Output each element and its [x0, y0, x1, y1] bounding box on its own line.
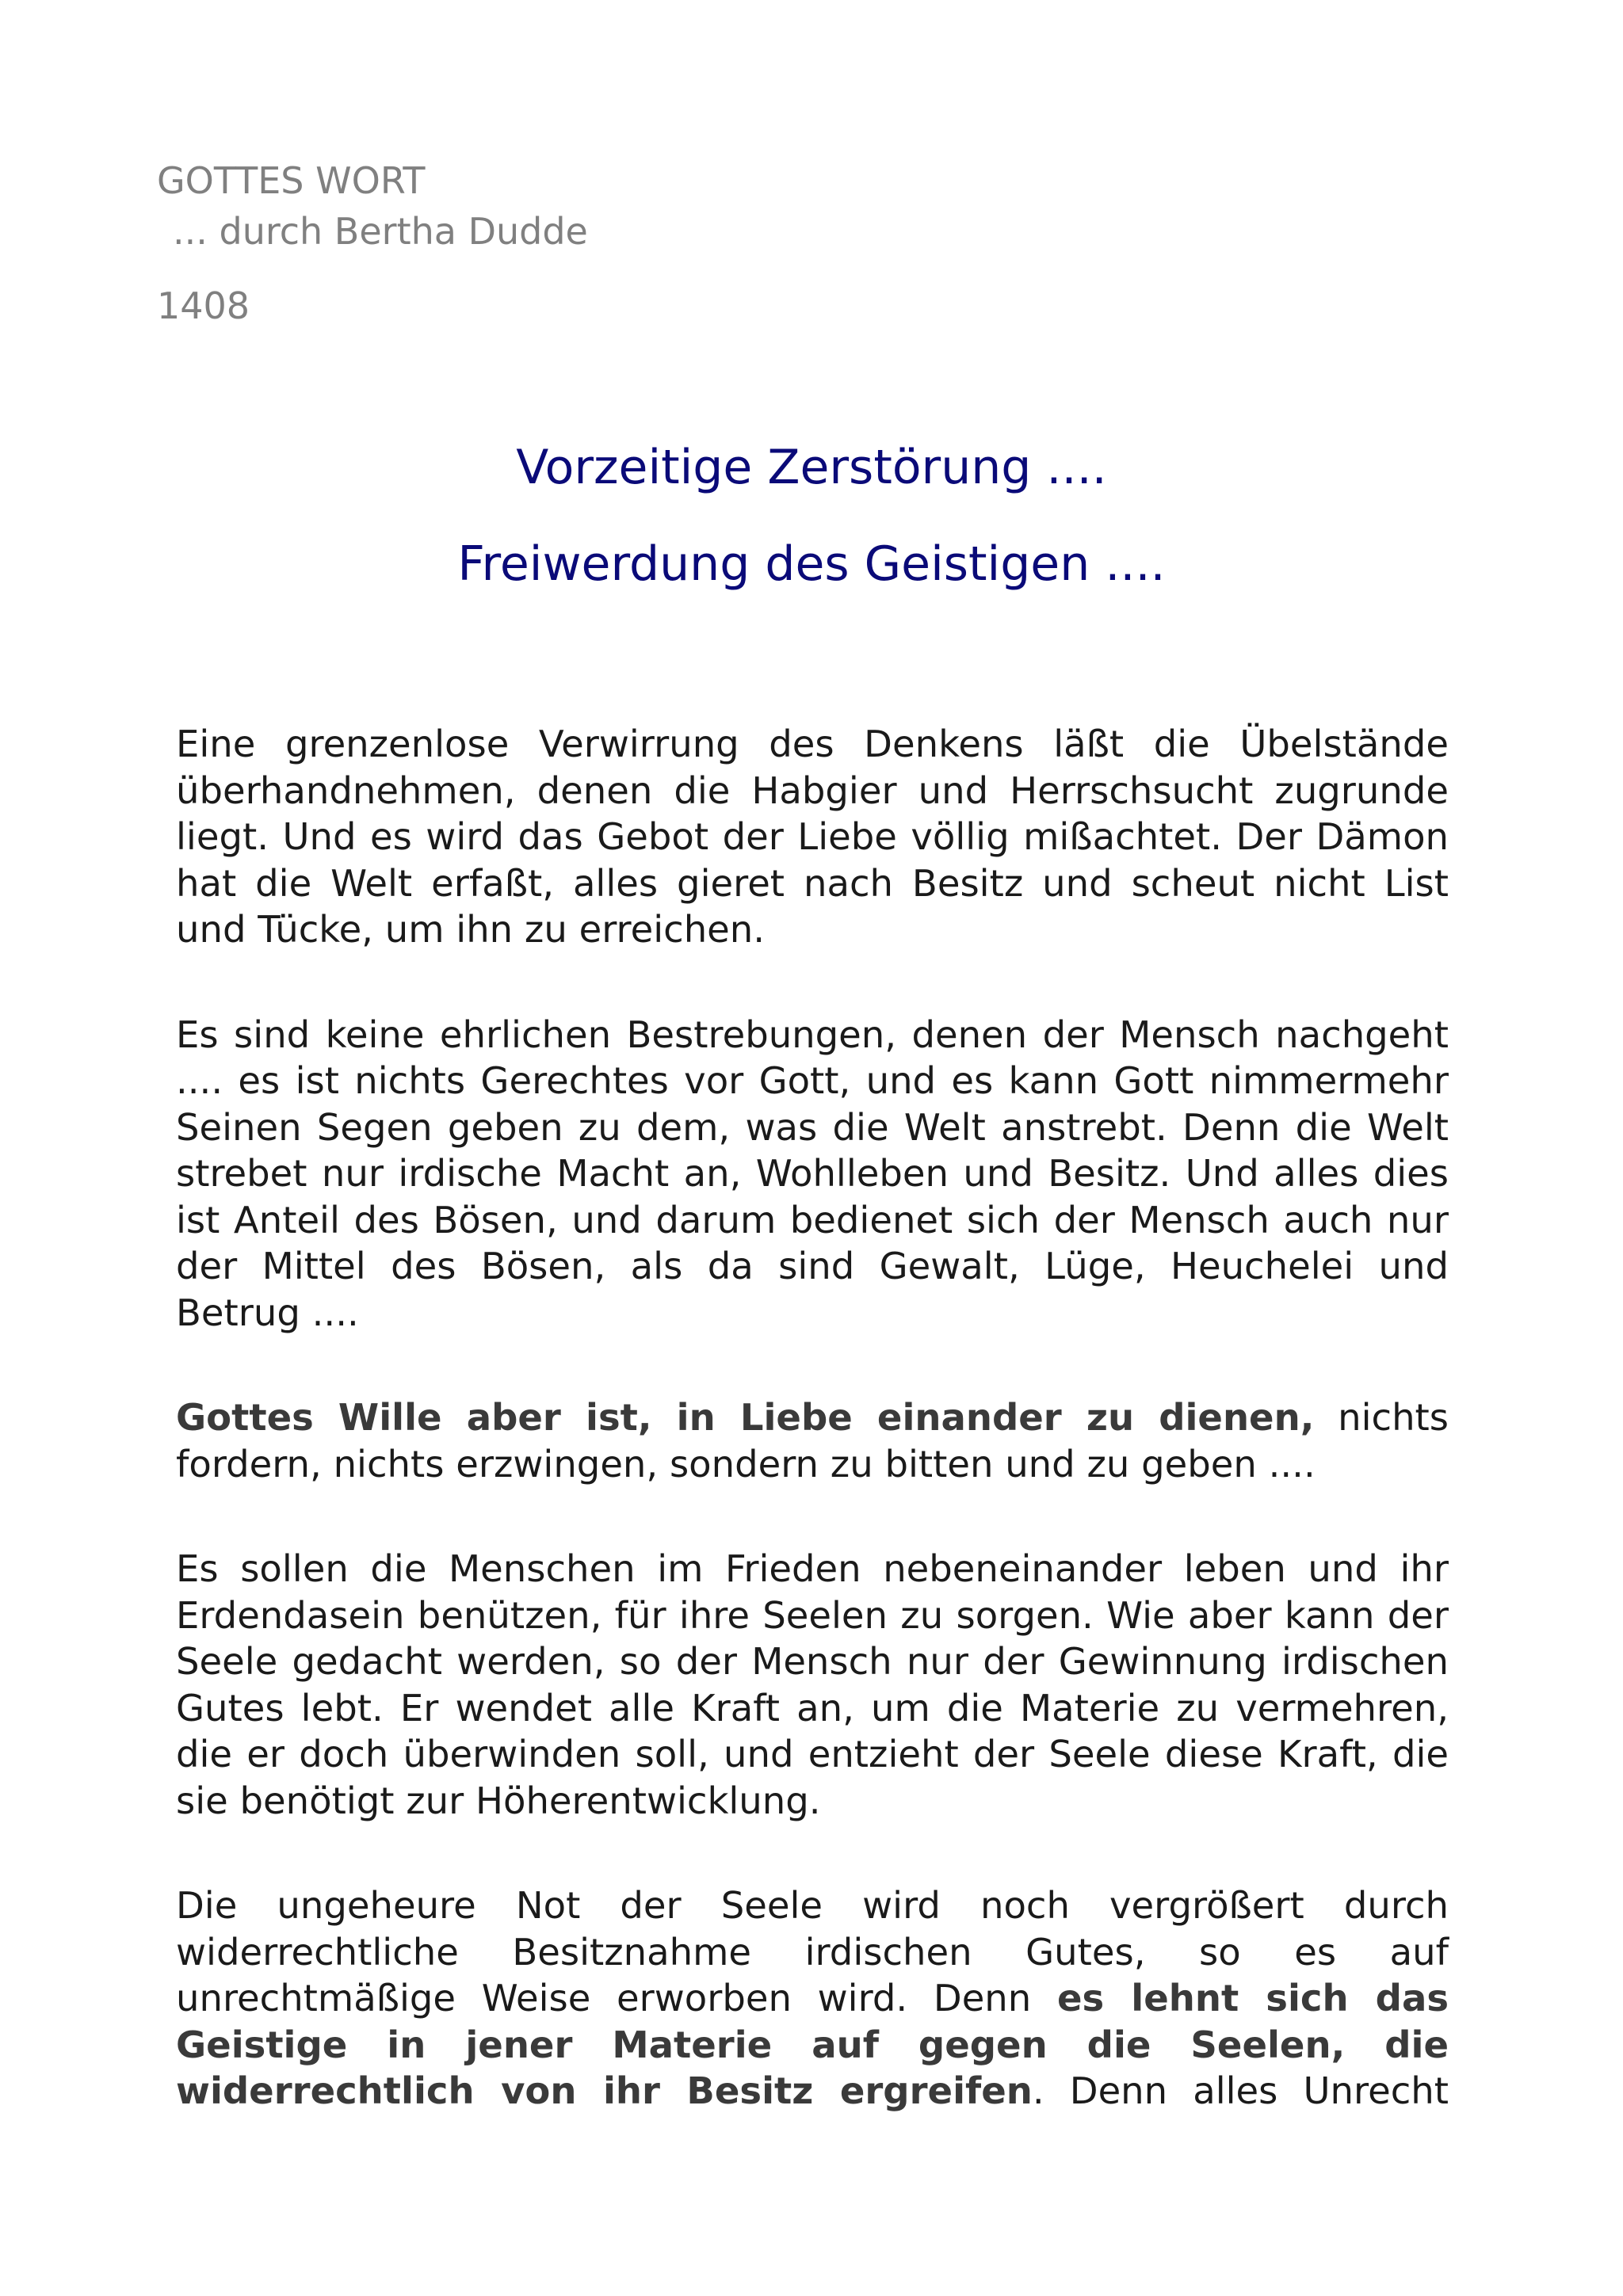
- message-body: [176, 721, 1449, 2173]
- paragraph-5-start: Die ungeheure Not der Seele wird noch vergrößert durch widerrechtliche Besitznahme irdischen Gutes, so es auf unrechtmäßige Weise erworben wird. Denn: [176, 1884, 1449, 2019]
- source-label: GOTTES WORT: [157, 159, 426, 202]
- paragraph-5: [176, 1882, 1449, 2115]
- paragraph-3-bold: Gottes Wille aber ist, in Liebe einander zu dienen,: [176, 1396, 1315, 1439]
- title-line-2: Freiwerdung des Geistigen ....: [457, 536, 1166, 592]
- paragraph-4: Es sollen die Menschen im Frieden nebeneinander leben und ihr Erdendasein benützen, für ihre Seelen zu sorgen. Wie aber kann der Seele gedacht werden, so der Mensch nur der Gewinnung irdischen Gutes lebt. Er wendet alle Kraft an, um die Materie zu vermehren, die er doch überwinden soll, und entzieht der Seele diese Kraft, die sie benötigt zur Höherentwicklung.: [176, 1547, 1449, 1822]
- paragraph-5-bold: es lehnt sich das Geistige in jener Materie auf gegen die Seelen, die widerrechtlich von ihr Besitz ergreifen: [176, 1977, 1449, 2112]
- message-number: 1408: [157, 284, 250, 327]
- paragraph-3-rest: nichts fordern, nichts erzwingen, sondern zu bitten und zu geben ....: [176, 1396, 1449, 1486]
- paragraph-3: [176, 1394, 1449, 1487]
- paragraph-5-end: . Denn alles Unrecht: [1032, 2069, 1449, 2112]
- paragraph-1: Eine grenzenlose Verwirrung des Denkens läßt die Übelstände überhandnehmen, denen die Habgier und Herrschsucht zugrunde liegt. Und es wird das Gebot der Liebe völlig mißachtet. Der Dämon hat die Welt erfaßt, alles gieret nach Besitz und scheut nicht List und Tücke, um ihn zu erreichen.: [176, 723, 1449, 951]
- document-header: [157, 155, 588, 331]
- title-line-1: Vorzeitige Zerstörung ....: [516, 440, 1107, 495]
- author-line: ... durch Bertha Dudde: [173, 210, 588, 253]
- paragraph-2: Es sind keine ehrlichen Bestrebungen, denen der Mensch nachgeht .... es ist nichts Gerechtes vor Gott, und es kann Gott nimmermehr Seinen Segen geben zu dem, was die Welt anstrebt. Denn die Welt strebet nur irdische Macht an, Wohlleben und Besitz. Und alles dies ist Anteil des Bösen, und darum bedienet sich der Mensch auch nur der Mittel des Bösen, als da sind Gewalt, Lüge, Heuchelei und Betrug ....: [176, 1013, 1449, 1334]
